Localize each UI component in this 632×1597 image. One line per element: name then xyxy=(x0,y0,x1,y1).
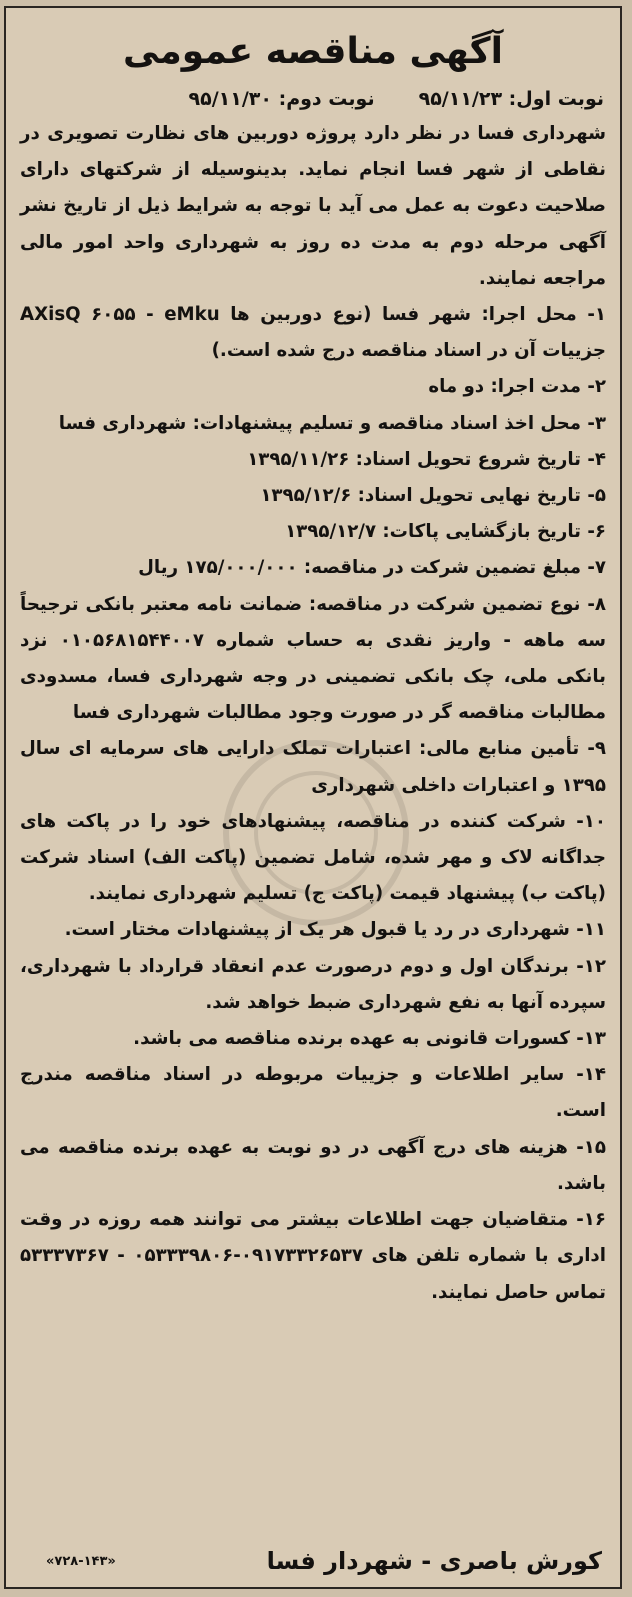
item-11: ۱۱- شهرداری در رد یا قبول هر یک از پیشنهادات مختار است. xyxy=(64,919,606,941)
item-13: ۱۳- کسورات قانونی به عهده برنده مناقصه می باشد. xyxy=(133,1028,606,1050)
item-12: ۱۲- برندگان اول و دوم درصورت عدم انعقاد قرارداد با شهرداری، سپرده آنها به نفع شهرداری ضبط خواهد شد. xyxy=(20,955,606,1013)
item-4: ۴- تاریخ شروع تحویل اسناد: ۱۳۹۵/۱۱/۲۶ xyxy=(247,448,606,470)
item-10: ۱۰- شرکت کننده در مناقصه، پیشنهادهای خود را در پاکت های جداگانه لاک و مهر شده، شامل تضمین (پاکت الف) اسناد شرکت (پاکت ب) پیشنهاد قیمت (پاکت ج) تسلیم شهرداری نمایند. xyxy=(20,810,606,905)
tender-notice xyxy=(4,6,622,1589)
signature: کورش باصری - شهردار فسا xyxy=(266,1547,602,1575)
item-9: ۹- تأمین منابع مالی: اعتبارات تملک دارایی های سرمایه ای سال ۱۳۹۵ و اعتبارات داخلی شهرداری xyxy=(20,738,606,796)
item-8: ۸- نوع تضمین شرکت در مناقصه: ضمانت نامه معتبر بانکی ترجیحاً سه ماهه - واریز نقدی به حساب شماره ۰۱۰۵۶۸۱۵۴۴۰۰۷ نزد بانکی ملی، چک بانکی تضمینی در وجه شهرداری فسا، مسدودی مطالبات مناقصه گر در صورت وجود مطالبات شهرداری فسا xyxy=(20,593,607,724)
item-16: ۱۶- متقاضیان جهت اطلاعات بیشتر می توانند همه روزه در وقت اداری با شماره تلفن های ۰۹۱۷۳۳۲۶۵۳۷-۰۵۳۳۳۹۸۰۶ - ۵۳۳۳۷۳۶۷ تماس حاصل نمایند. xyxy=(20,1209,606,1303)
publication-code: «۷۲۸-۱۴۳» xyxy=(46,1553,116,1569)
item-1: ۱- محل اجرا: شهر فسا (نوع دوربین ها AXisQ ۶۰۵۵ - eMku جزییات آن در اسناد مناقصه درج شده است.) xyxy=(20,304,606,362)
intro-paragraph: شهرداری فسا در نظر دارد پروژه دوربین های نظارت تصویری در نقاطی از شهر فسا انجام نماید. بدینوسیله از شرکتهای دارای صلاحیت دعوت به عمل می آید با توجه به شرایط ذیل از تاریخ نشر آگهی مرحله دوم به مدت ده روز به شهرداری واحد امور مالی مراجعه نمایند. xyxy=(20,123,606,289)
item-7: ۷- مبلغ تضمین شرکت در مناقصه: ۱۷۵/۰۰۰/۰۰۰ ریال xyxy=(138,557,606,579)
item-3: ۳- محل اخذ اسناد مناقصه و تسلیم پیشنهادات: شهرداری فسا xyxy=(58,412,606,434)
item-6: ۶- تاریخ بازگشایی پاکات: ۱۳۹۵/۱۲/۷ xyxy=(285,521,606,543)
item-15: ۱۵- هزینه های درج آگهی در دو نوبت به عهده برنده مناقصه می باشد. xyxy=(20,1136,606,1194)
item-14: ۱۴- سایر اطلاعات و جزییات مربوطه در اسناد مناقصه مندرج است. xyxy=(20,1064,606,1122)
notice-title: آگهی مناقصه عمومی xyxy=(123,31,503,72)
notice-footer xyxy=(6,1541,620,1581)
second-round-date: نوبت دوم: ۹۵/۱۱/۳۰ xyxy=(188,88,375,110)
publication-rounds xyxy=(6,82,620,116)
item-5: ۵- تاریخ نهایی تحویل اسناد: ۱۳۹۵/۱۲/۶ xyxy=(260,485,606,507)
first-round-date: نوبت اول: ۹۵/۱۱/۲۳ xyxy=(418,88,604,110)
notice-body xyxy=(6,116,620,1311)
item-2: ۲- مدت اجرا: دو ماه xyxy=(428,376,606,398)
